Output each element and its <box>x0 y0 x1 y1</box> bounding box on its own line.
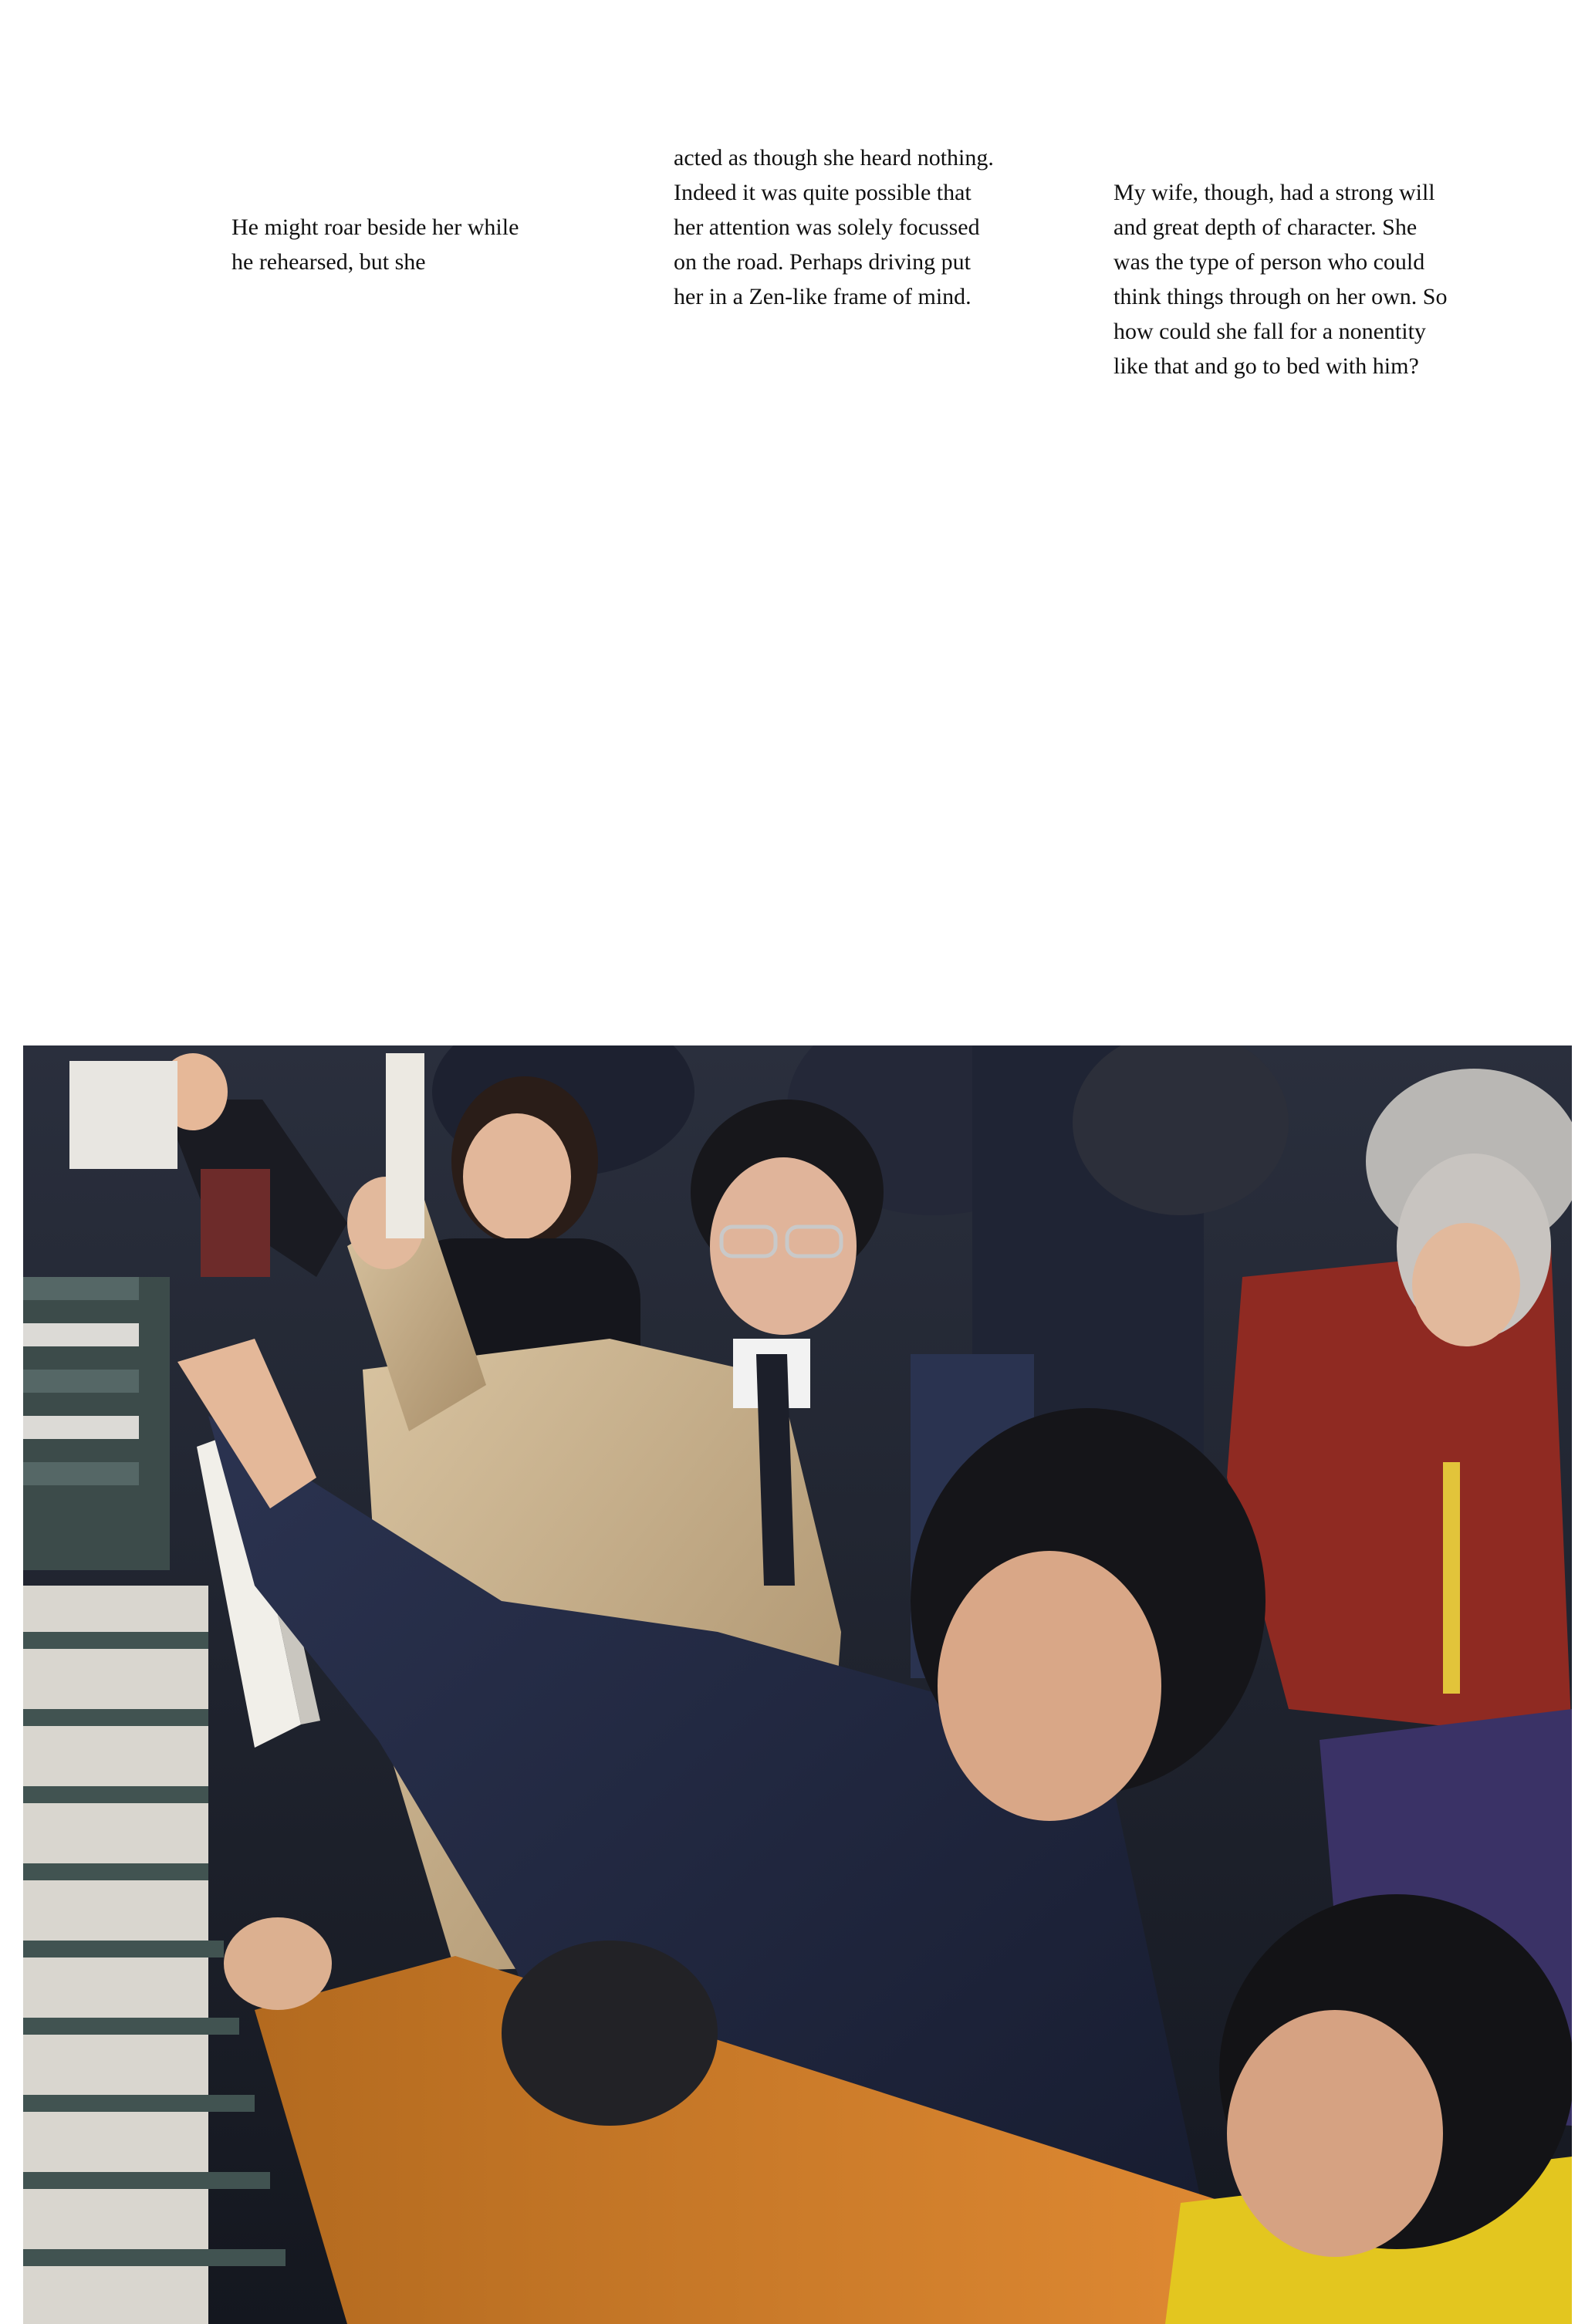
paragraph <box>1040 453 1449 488</box>
english-quote: My wife, though, had a strong will and great depth of character. She was the type of person who could think things through on her own. So how could she fall for a nonentity like that and go to bed with him? <box>1113 180 1448 379</box>
column-3-paragraphs <box>1040 383 1449 488</box>
article-column-2 <box>600 140 1002 349</box>
paragraph <box>600 314 1002 349</box>
paragraph <box>1040 383 1449 418</box>
english-quote: acted as though she heard nothing. Indeed it was quite possible that her attention was solely focussed on the road. Perhaps driving put her in a Zen-like frame of mind. <box>674 145 994 309</box>
paragraph <box>158 175 540 210</box>
dark-haired-head <box>502 1941 718 2126</box>
column-1-paragraphs <box>158 140 540 210</box>
paragraph <box>1040 140 1449 175</box>
paragraph <box>158 140 540 175</box>
article-column-1 <box>158 140 540 279</box>
english-quote: He might roar beside her while he rehearsed, but she <box>231 214 519 275</box>
article-column-3 <box>1040 140 1449 488</box>
crowd-photo-illustration <box>23 1045 1572 2324</box>
paragraph <box>1040 418 1449 453</box>
crowd-photo <box>23 1045 1572 2324</box>
column-2-paragraphs <box>600 314 1002 349</box>
